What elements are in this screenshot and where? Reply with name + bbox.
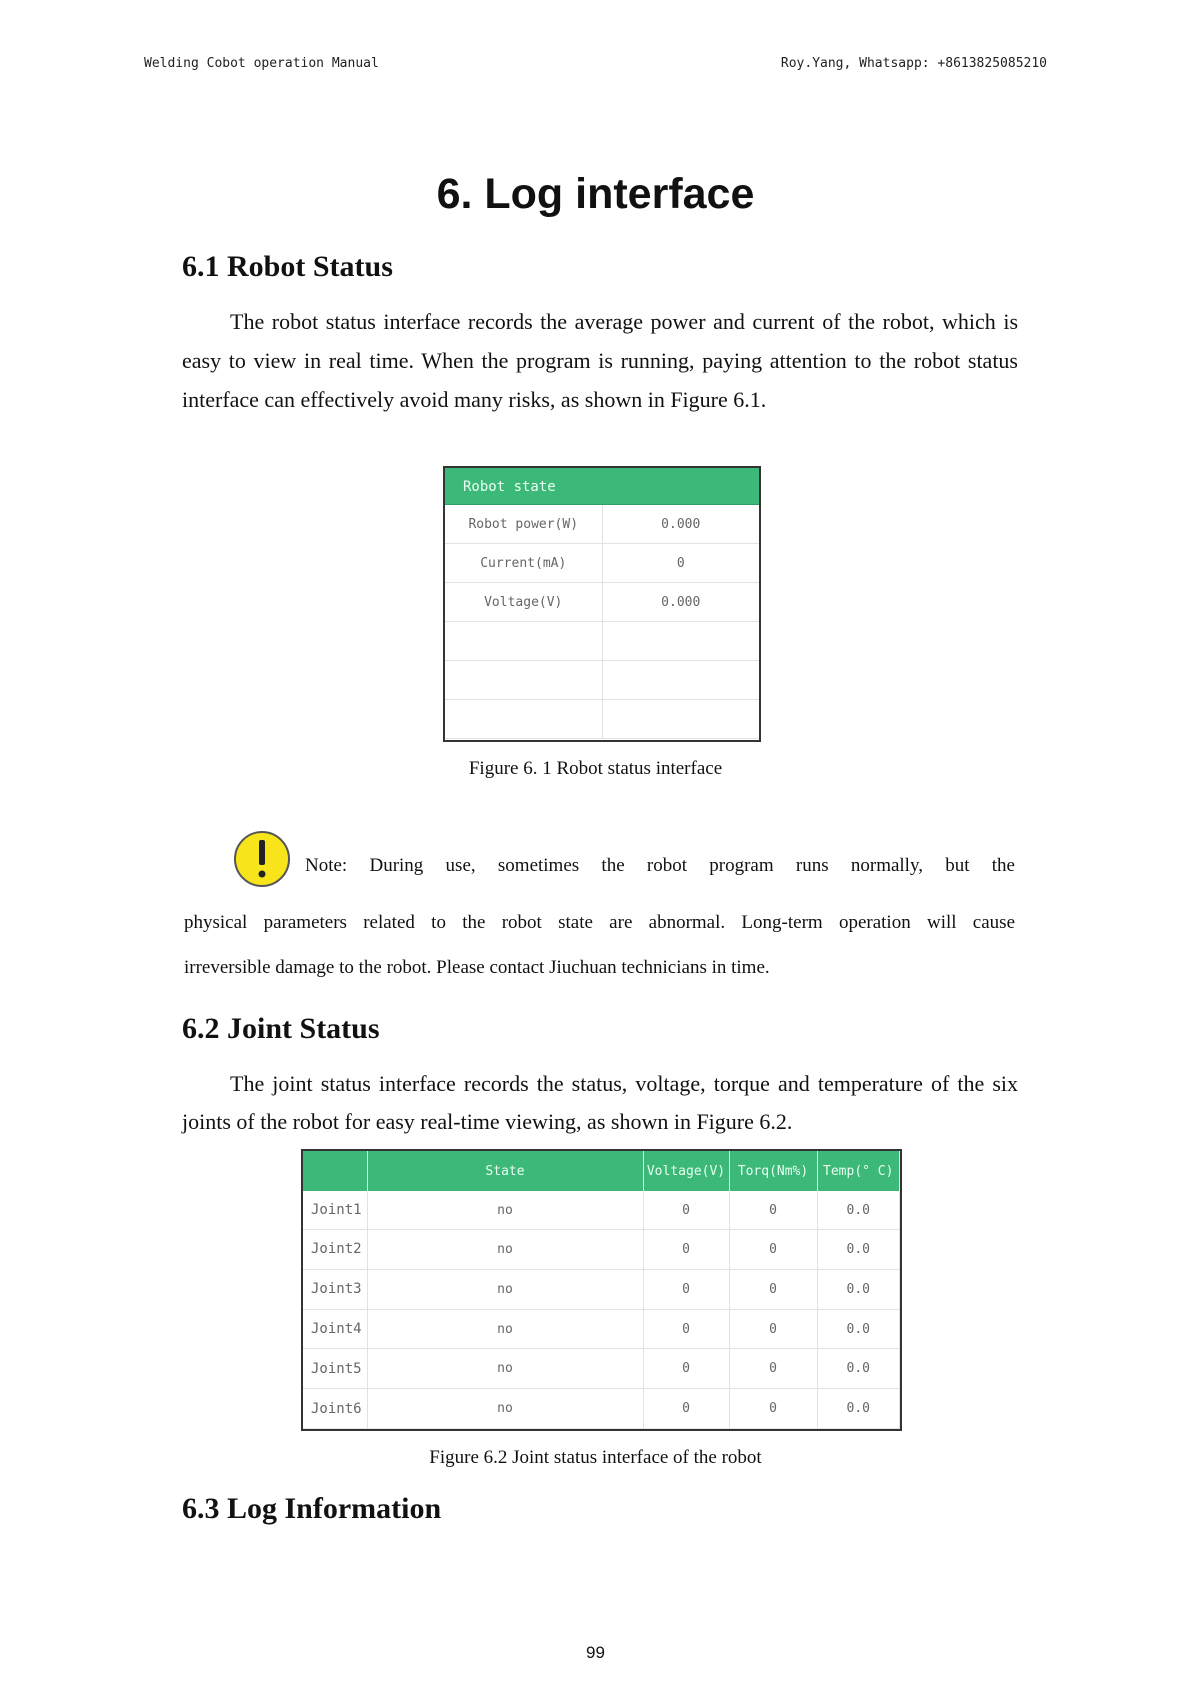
page-number: 99 xyxy=(586,1643,605,1662)
joint-table-column-header: State xyxy=(367,1151,643,1191)
robot-state-label xyxy=(445,622,602,661)
joint-table-column-header: Voltage(V) xyxy=(643,1151,729,1191)
joint-torque-cell: 0 xyxy=(729,1309,817,1349)
note-line-1: Note: During use, sometimes the robot program runs normally, but the xyxy=(305,855,1015,876)
running-header-left: Welding Cobot operation Manual xyxy=(144,56,379,71)
chapter-title: 6. Log interface xyxy=(436,170,755,218)
robot-state-figure xyxy=(443,466,761,742)
robot-state-label: Robot power(W) xyxy=(445,505,602,544)
joint-torque-cell: 0 xyxy=(729,1269,817,1309)
joint-row xyxy=(303,1269,900,1309)
joint-state-cell: no xyxy=(367,1309,643,1349)
joint-state-figure xyxy=(301,1149,902,1431)
joint-voltage-cell: 0 xyxy=(643,1349,729,1389)
joint-state-table xyxy=(303,1151,900,1429)
robot-state-label xyxy=(445,700,602,739)
joint-table-column-header: Torq(Nm%) xyxy=(729,1151,817,1191)
robot-state-value: 0 xyxy=(602,544,759,583)
joint-state-cell: no xyxy=(367,1230,643,1270)
joint-row xyxy=(303,1230,900,1270)
section-heading-6-3: 6.3 Log Information xyxy=(182,1492,442,1525)
joint-voltage-cell: 0 xyxy=(643,1309,729,1349)
joint-joint-cell: Joint2 xyxy=(303,1230,367,1270)
joint-state-cell: no xyxy=(367,1269,643,1309)
robot-state-row xyxy=(445,700,759,739)
joint-voltage-cell: 0 xyxy=(643,1389,729,1429)
robot-state-value xyxy=(602,661,759,700)
joint-joint-cell: Joint6 xyxy=(303,1389,367,1429)
joint-temp-cell: 0.0 xyxy=(817,1269,900,1309)
joint-row xyxy=(303,1389,900,1429)
joint-row xyxy=(303,1349,900,1389)
joint-temp-cell: 0.0 xyxy=(817,1230,900,1270)
robot-state-row xyxy=(445,544,759,583)
joint-state-cell: no xyxy=(367,1349,643,1389)
robot-state-label xyxy=(445,661,602,700)
robot-state-label: Voltage(V) xyxy=(445,583,602,622)
joint-row xyxy=(303,1191,900,1230)
robot-state-value xyxy=(602,700,759,739)
robot-state-row xyxy=(445,622,759,661)
joint-joint-cell: Joint4 xyxy=(303,1309,367,1349)
joint-torque-cell: 0 xyxy=(729,1230,817,1270)
robot-state-row xyxy=(445,583,759,622)
warning-exclamation-icon xyxy=(232,829,292,889)
figure-6-2-caption: Figure 6.2 Joint status interface of the robot xyxy=(429,1447,762,1468)
robot-state-value: 0.000 xyxy=(602,505,759,544)
joint-torque-cell: 0 xyxy=(729,1389,817,1429)
joint-table-column-header: Temp(° C) xyxy=(817,1151,900,1191)
section-heading-6-2: 6.2 Joint Status xyxy=(182,1012,380,1045)
section-6-1-paragraph: The robot status interface records the average power and current of the robot, which is easy to view in real time. When the program is running, paying attention to the robot status interface can effectively avoid many risks, as shown in Figure 6.1. xyxy=(182,309,1018,412)
joint-joint-cell: Joint1 xyxy=(303,1191,367,1230)
robot-state-header: Robot state xyxy=(445,468,759,505)
joint-temp-cell: 0.0 xyxy=(817,1191,900,1230)
robot-state-table xyxy=(445,505,759,739)
joint-temp-cell: 0.0 xyxy=(817,1389,900,1429)
robot-state-value: 0.000 xyxy=(602,583,759,622)
joint-state-cell: no xyxy=(367,1191,643,1230)
note-line-3: irreversible damage to the robot. Please contact Jiuchuan technicians in time. xyxy=(184,957,770,978)
joint-row xyxy=(303,1309,900,1349)
joint-state-cell: no xyxy=(367,1389,643,1429)
robot-state-label: Current(mA) xyxy=(445,544,602,583)
joint-temp-cell: 0.0 xyxy=(817,1349,900,1389)
joint-table-column-header xyxy=(303,1151,367,1191)
robot-state-row xyxy=(445,505,759,544)
joint-torque-cell: 0 xyxy=(729,1191,817,1230)
joint-voltage-cell: 0 xyxy=(643,1230,729,1270)
running-header-right: Roy.Yang, Whatsapp: +8613825085210 xyxy=(780,56,1047,71)
section-heading-6-1: 6.1 Robot Status xyxy=(182,250,393,283)
robot-state-value xyxy=(602,622,759,661)
joint-joint-cell: Joint5 xyxy=(303,1349,367,1389)
joint-torque-cell: 0 xyxy=(729,1349,817,1389)
figure-6-1-caption: Figure 6. 1 Robot status interface xyxy=(468,758,723,779)
joint-voltage-cell: 0 xyxy=(643,1269,729,1309)
joint-voltage-cell: 0 xyxy=(643,1191,729,1230)
note-line-2: physical parameters related to the robot state are abnormal. Long-term operation will cause xyxy=(184,912,1015,933)
joint-temp-cell: 0.0 xyxy=(817,1309,900,1349)
section-6-2-paragraph: The joint status interface records the status, voltage, torque and temperature of the six joints of the robot for easy real-time viewing, as shown in Figure 6.2. xyxy=(182,1071,1018,1134)
joint-joint-cell: Joint3 xyxy=(303,1269,367,1309)
robot-state-row xyxy=(445,661,759,700)
